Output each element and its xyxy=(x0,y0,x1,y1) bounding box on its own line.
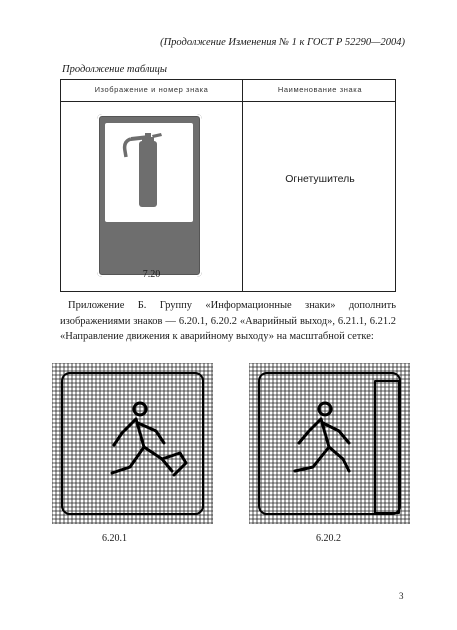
figure-6-20-1-label: 6.20.1 xyxy=(102,533,127,544)
figure-6-20-1 xyxy=(52,363,213,524)
sign-white-field xyxy=(105,123,193,222)
running-man-door-exit-icon xyxy=(249,363,410,524)
fire-extinguisher-icon xyxy=(105,123,193,222)
appendix-paragraph-text: Приложение Б. Группу «Информационные знаки» дополнить изображениями знаков — 6.20.1, 6.20.2 «Аварийный выход», 6.21.1, 6.21.2 «Направление движения к аварийному выходу» на масштабной сетке: xyxy=(60,300,396,342)
signs-table xyxy=(60,79,396,292)
page-header: (Продолжение Изменения № 1 к ГОСТ Р 52290—2004) xyxy=(160,37,405,48)
column-divider xyxy=(242,80,243,291)
figure-6-20-2-label: 6.20.2 xyxy=(316,533,341,544)
sign-name: Огнетушитель xyxy=(285,173,355,185)
header-divider xyxy=(61,101,395,102)
column-header-name: Наименование знака xyxy=(277,85,363,94)
figure-6-20-2 xyxy=(249,363,410,524)
sign-number: 7.20 xyxy=(142,269,161,280)
appendix-paragraph xyxy=(60,298,396,345)
column-header-image: Изображение и номер знака xyxy=(94,85,209,94)
page-number: 3 xyxy=(399,591,404,601)
running-man-exit-icon xyxy=(52,363,213,524)
table-continuation-label: Продолжение таблицы xyxy=(62,64,168,75)
sign-7-20-image xyxy=(97,114,202,277)
